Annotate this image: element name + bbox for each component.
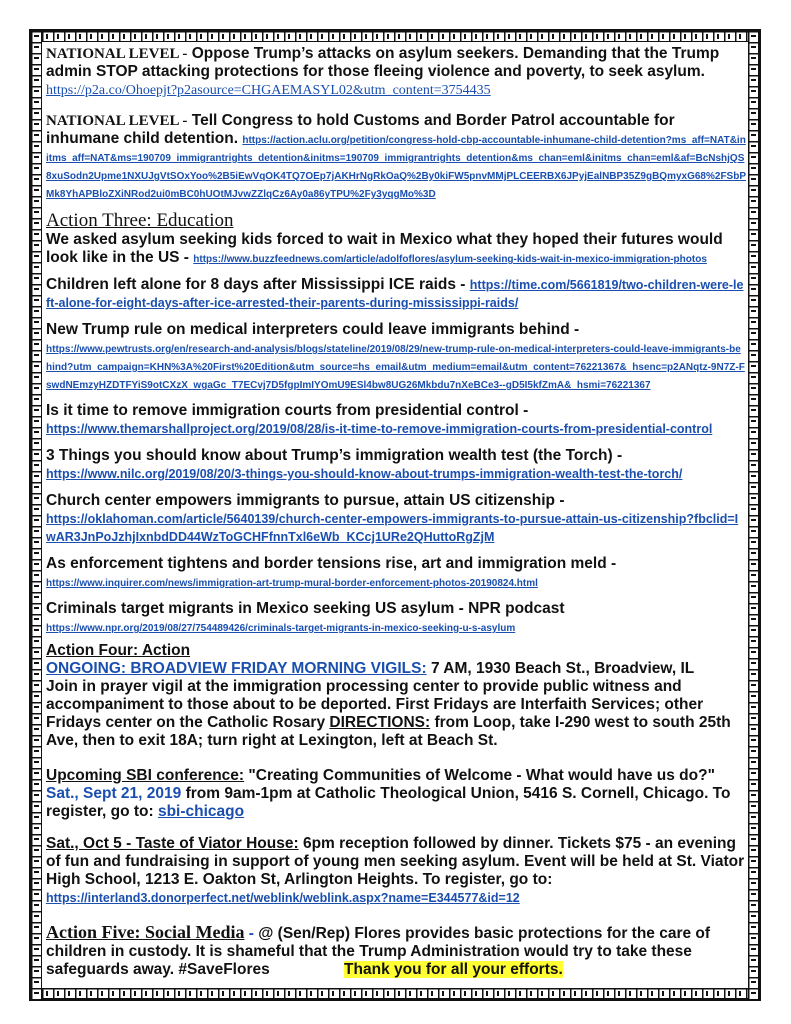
education-item-text: Is it time to remove immigration courts from presidential control - — [46, 402, 529, 419]
national-item-asylum — [46, 45, 746, 100]
national-title: Oppose Trump’s attacks on asylum seekers. — [191, 45, 519, 62]
education-item-link[interactable]: https://www.npr.org/2019/08/27/754489426/criminals-target-migrants-in-mexico-seeking-u-s-asylum — [46, 623, 516, 634]
education-item-link[interactable]: https://www.pewtrusts.org/en/research-and-analysis/blogs/stateline/2019/08/29/new-trump-rule-on-medical-interpreters-could-leave-immigrants-behind?utm_campaign=KHN%3A%20First%20Edition&utm_source=hs_email&utm_medium=email&utm_content=76221367&_hsenc=p2ANqtz-9N7Z-FswdNEmzyHZDTFYiS9otCXzX_wgaGc_T7ECvj7D5fgpImIYOmU9ESl4bw8UG26Mkbdu7nXeBCe3--gD5I5kfZmA&_hsmi=76221367 — [46, 344, 745, 391]
viator-link[interactable]: https://interland3.donorperfect.net/weblink/weblink.aspx?name=E344577&id=12 — [46, 891, 520, 905]
viator-body: 6pm reception followed by dinner. Tickets $75 - an evening of fun and fundraising in support of young men seeking asylum. Event will be held at St. Viator High School, 1213 E. Oakton St, Arlington Heights. To register, go to: — [46, 835, 745, 888]
education-item-link[interactable]: https://time.com/5661819/two-children-were-left-alone-for-eight-days-after-ice-arrested-their-parents-during-mississippi-raids/ — [46, 278, 744, 310]
sbi-link[interactable]: sbi-chicago — [157, 803, 245, 820]
thanks-note: Thank you for all your efforts. — [344, 961, 563, 978]
education-item-link[interactable]: https://www.buzzfeednews.com/article/adolfoflores/asylum-seeking-kids-wait-in-mexico-immigration-photos — [193, 254, 707, 265]
education-item-text: 3 Things you should know about Trump’s immigration wealth test (the Torch) - — [46, 447, 623, 464]
national-link[interactable]: https://action.aclu.org/petition/congress-hold-cbp-accountable-inhumane-child-detention?ms_aff=NAT&initms_aff=NAT&ms=190709_immigrantrights_detention&initms=190709_immigrantrights_detention&ms_chan=eml&initms_chan=eml&af=BcNshjQS8xuSodn2Upme1NXUJgVtSOxYoo%2B5iEwVqOK4TQ7OEp7jAKHrNgRkOaQ%2By0kiFW5pnvMMjPLCEERBX6JPyjEalNBP35Z9gBQmyxG68%2FSbPMk8YhAPBloZXiNRod2ui0mBC0hUOtMJvwZZlqCz6Ay0a86yTPU%2Fy3yqgMo%3D — [46, 135, 747, 200]
education-item-link[interactable]: https://oklahoman.com/article/5640139/church-center-empowers-immigrants-to-pursue-attain-us-citizenship?fbclid=IwAR3JnPoJzhjIxnbdDD44WzToGCHFfnnTxl6eWb_KCcj1URe2QHuttoRgZjM — [46, 512, 739, 544]
education-item-link[interactable]: https://www.themarshallproject.org/2019/08/28/is-it-time-to-remove-immigration-courts-from-presidential-control — [46, 422, 713, 436]
education-item — [46, 276, 746, 312]
section-heading-action: Action Four: Action — [46, 642, 191, 659]
education-item — [46, 600, 746, 636]
social-media-item — [46, 923, 746, 979]
section-heading-education: Action Three: Education — [46, 210, 234, 231]
flyer-content — [46, 43, 746, 979]
national-item-cbp — [46, 112, 746, 202]
greek-key-border-bottom — [31, 988, 759, 999]
greek-key-border-top — [31, 31, 759, 42]
education-item — [46, 231, 746, 267]
viator-item — [46, 835, 746, 907]
sbi-date: Sat., Sept 21, 2019 — [46, 785, 182, 802]
education-item-text: We asked asylum seeking kids forced to wait in Mexico what they hoped their futures would look like in the US - — [46, 231, 723, 266]
greek-key-border-left — [31, 31, 42, 999]
social-dash: - — [244, 925, 259, 942]
education-item-text: Church center empowers immigrants to pursue, attain US citizenship - — [46, 492, 565, 509]
social-body: @ (Sen/Rep) Flores provides basic protections for the care of children in custody. It is shameful that the Trump Administration would try to take these safeguards away. #SaveFlores — [46, 925, 711, 978]
sbi-title: "Creating Communities of Welcome - What would have us do?" — [244, 767, 715, 784]
national-body: Demanding that the Trump admin STOP attacking protections for those fleeing violence and poverty, to seek asylum. — [46, 45, 720, 80]
education-item — [46, 492, 746, 546]
national-label: NATIONAL LEVEL - — [46, 46, 188, 62]
vigil-item — [46, 660, 746, 750]
vigil-label: ONGOING: BROADVIEW FRIDAY MORNING VIGILS: — [46, 660, 427, 677]
sbi-label: Upcoming SBI conference: — [46, 767, 245, 784]
directions-text: from Loop, take I-290 west to south 25th Ave, then to exit 18A; turn right at Lexington, left at Beach St. — [46, 714, 731, 749]
national-link[interactable]: https://p2a.co/Ohoepjt?p2asource=CHGAEMASYL02&utm_content=3754435 — [46, 83, 491, 98]
section-heading-social: Action Five: Social Media — [46, 922, 245, 942]
education-item-link[interactable]: https://www.nilc.org/2019/08/20/3-things-you-should-know-about-trumps-immigration-wealth-test-the-torch/ — [46, 467, 683, 481]
sbi-details: from 9am-1pm at Catholic Theological Union, 5416 S. Cornell, Chicago. To register, go to: — [46, 785, 731, 820]
national-title: Tell Congress to hold Customs and Border Patrol accountable for inhumane child detention. — [46, 112, 675, 147]
directions-label: DIRECTIONS: — [329, 714, 431, 731]
education-item — [46, 402, 746, 438]
education-item-text: As enforcement tightens and border tensions rise, art and immigration meld - — [46, 555, 617, 572]
vigil-time: 7 AM, — [426, 660, 477, 677]
vigil-address: 1930 Beach St., Broadview, IL — [476, 660, 695, 677]
education-item-text: Criminals target migrants in Mexico seeking US asylum - NPR podcast — [46, 600, 565, 617]
education-item-text: Children left alone for 8 days after Mississippi ICE raids - — [46, 276, 466, 293]
education-item — [46, 447, 746, 483]
sbi-conference-item — [46, 767, 746, 821]
education-item-text: New Trump rule on medical interpreters could leave immigrants behind - — [46, 321, 580, 338]
education-item — [46, 321, 746, 393]
education-item-link[interactable]: https://www.inquirer.com/news/immigration-art-trump-mural-border-enforcement-photos-20190824.html — [46, 578, 538, 589]
education-item — [46, 555, 746, 591]
vigil-body: Join in prayer vigil at the immigration processing center to provide public witness and accompaniment to those about to be deported. First Fridays are Interfaith Services; other Fridays center on the Catholic Rosary — [46, 678, 704, 731]
viator-label: Sat., Oct 5 - Taste of Viator House: — [46, 835, 299, 852]
greek-key-border-right — [748, 31, 759, 999]
national-label: NATIONAL LEVEL - — [46, 113, 188, 129]
